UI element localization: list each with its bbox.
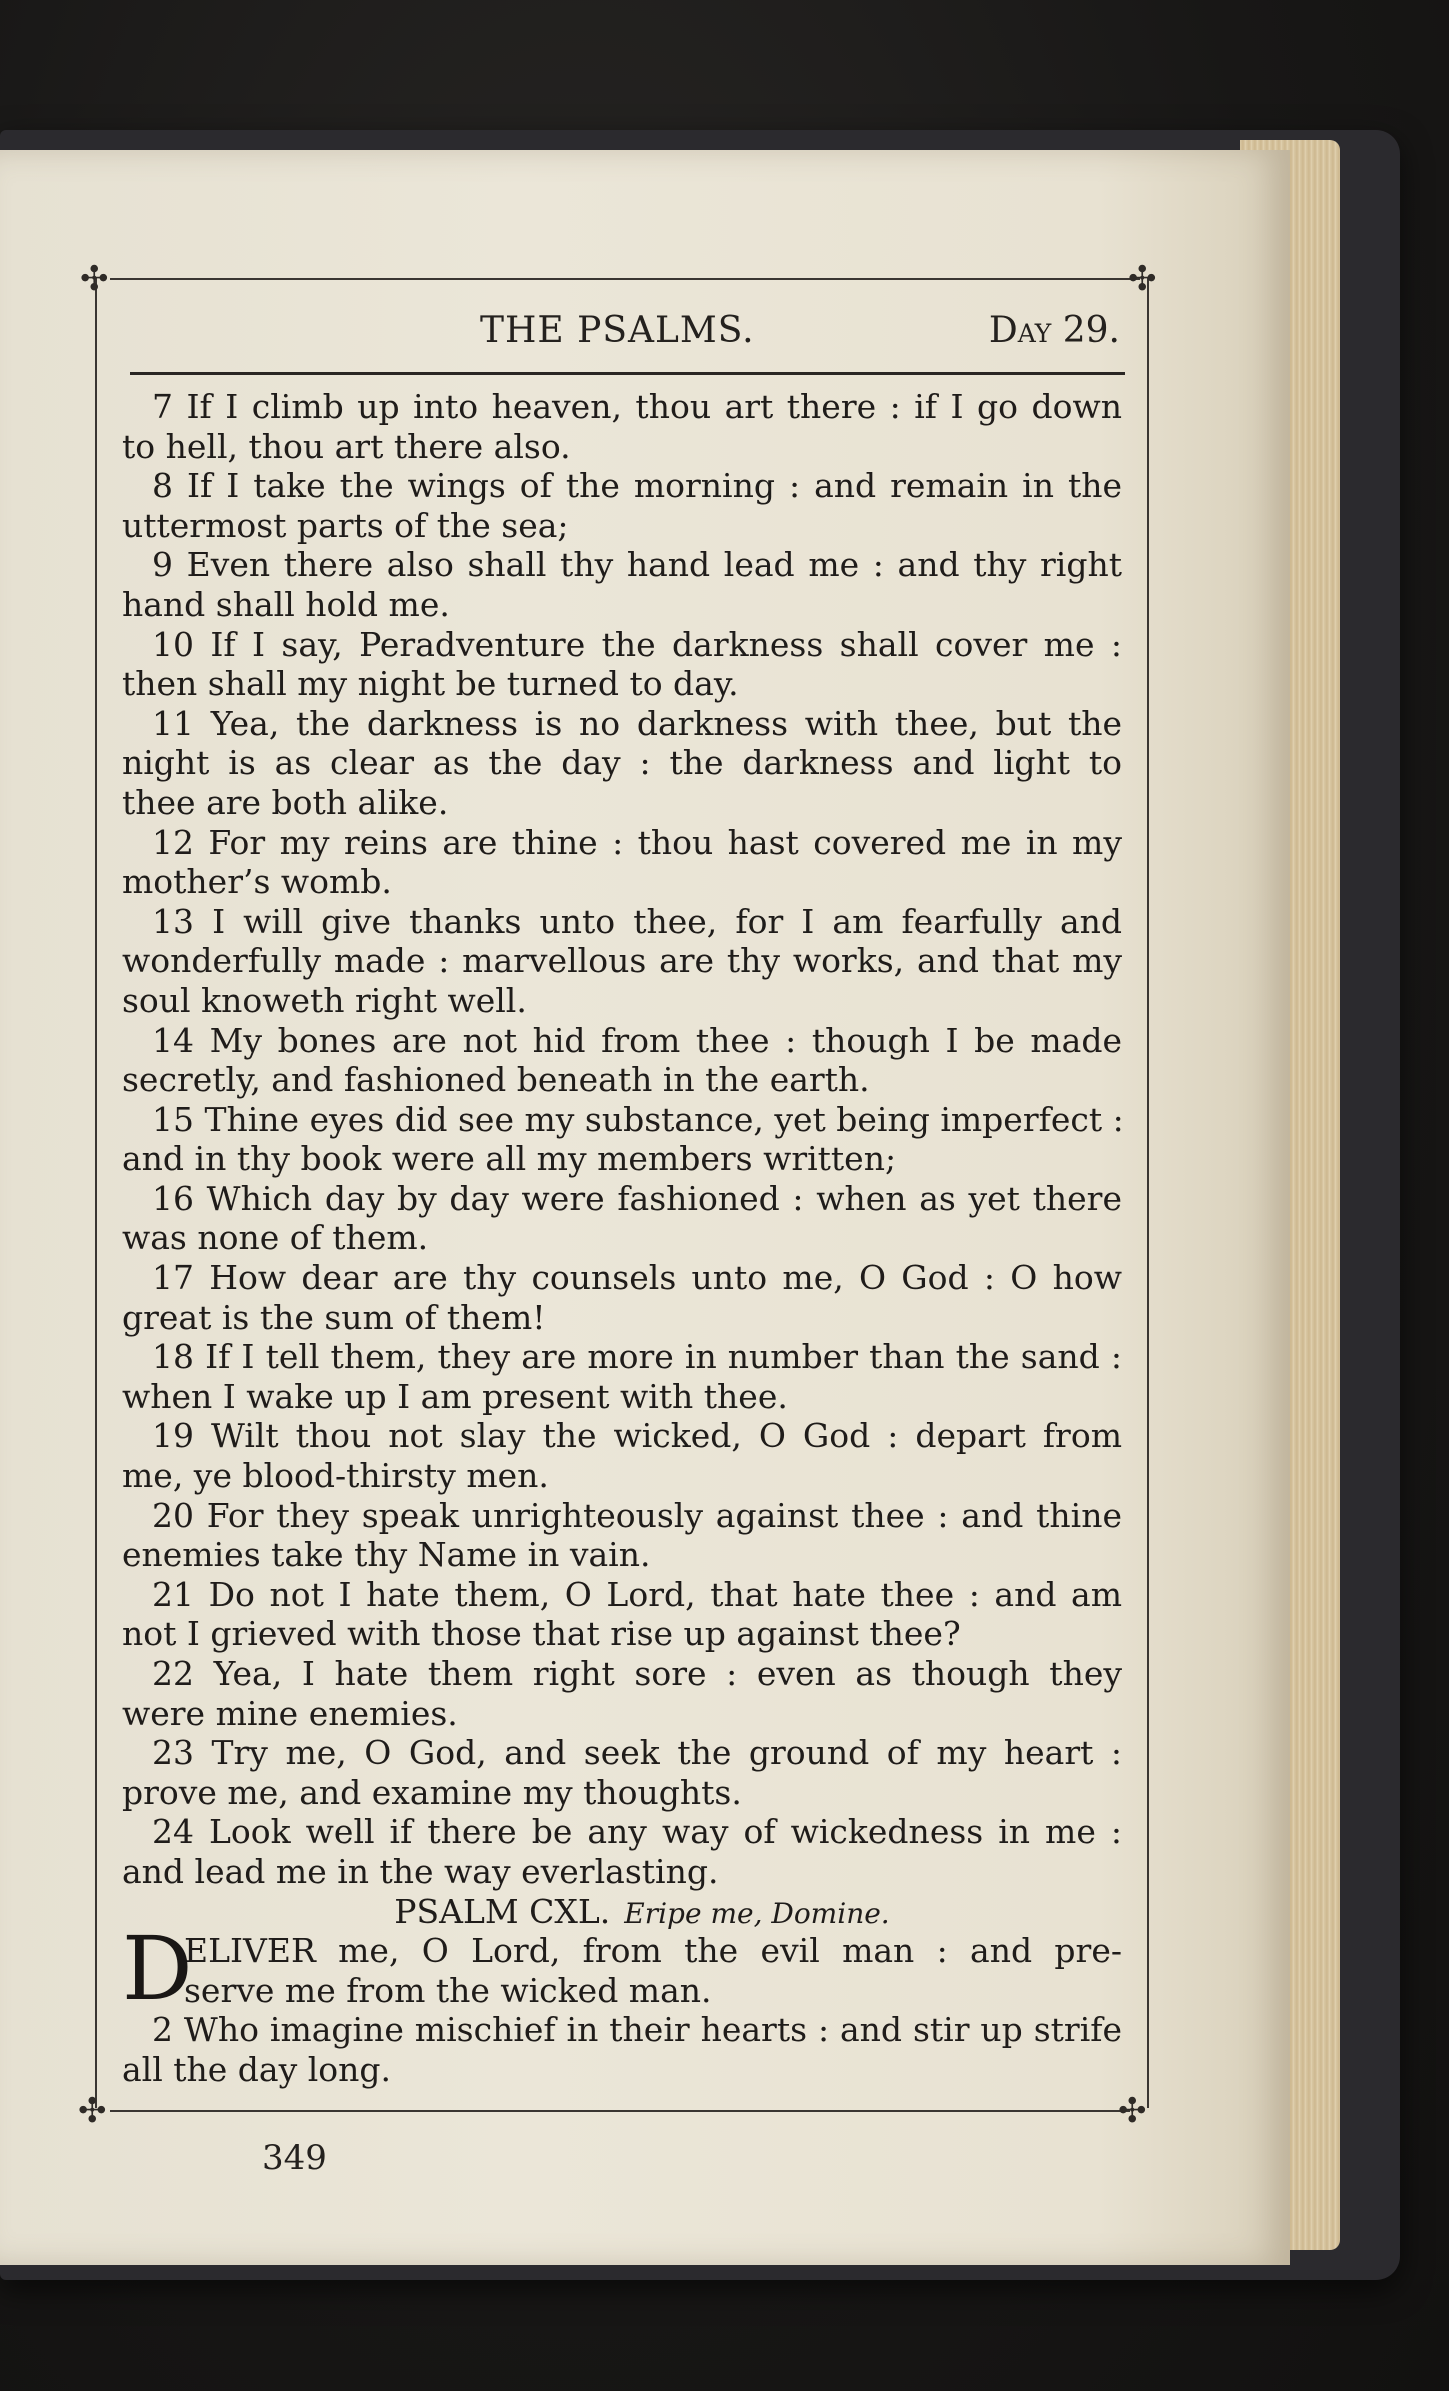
text-line: 17 How dear are thy counsels unto me, O God : O how — [152, 1258, 1122, 1298]
corner-ornament-icon: ✣ — [1118, 2091, 1147, 2131]
text-line: 16 Which day by day were fashioned : when as yet there — [152, 1178, 1122, 1218]
text-line: 7 If I climb up into heaven, thou art there : if I go down — [152, 387, 1122, 426]
text-line: 10 If I say, Peradventure the darkness shall cover me : — [152, 624, 1122, 664]
text-line: enemies take thy Name in vain. — [122, 1535, 651, 1575]
day-prefix: D — [988, 310, 1018, 351]
corner-ornament-icon: ✣ — [80, 259, 109, 299]
psalm-text — [122, 387, 1122, 2090]
day-label — [989, 310, 1120, 351]
text-line: ELIVER me, O Lord, from the evil man : and pre- — [184, 1931, 1122, 1971]
text-line: and in thy book were all my members written; — [122, 1139, 897, 1179]
text-line: 13 I will give thanks unto thee, for I am fearfully and — [152, 901, 1122, 941]
text-line: was none of them. — [122, 1218, 429, 1258]
corner-ornament-icon: ✣ — [1128, 259, 1157, 299]
day-number: 29. — [1062, 310, 1120, 351]
text-line: 11 Yea, the darkness is no darkness with thee, but the — [152, 703, 1122, 743]
text-line: 21 Do not I hate them, O Lord, that hate thee : and am — [152, 1574, 1122, 1614]
day-smallcaps: ay — [1017, 310, 1052, 351]
text-line: great is the sum of them! — [122, 1297, 546, 1337]
header-rule — [130, 372, 1125, 375]
text-line: to hell, thou art there also. — [122, 426, 571, 466]
text-line: prove me, and examine my thoughts. — [122, 1772, 742, 1812]
text-line: hand shall hold me. — [122, 584, 450, 624]
text-line: 20 For they speak unrighteously against thee : and thine — [152, 1495, 1122, 1535]
frame-bottom-rule — [110, 2110, 1130, 2112]
text-line: when I wake up I am present with thee. — [122, 1376, 788, 1416]
text-line: 9 Even there also shall thy hand lead me : and thy right — [152, 545, 1122, 585]
text-line: all the day long. — [122, 2049, 392, 2089]
psalm-latin-title: Eripe me, Domine. — [624, 1896, 890, 1930]
text-line: 22 Yea, I hate them right sore : even as though they — [152, 1654, 1122, 1693]
text-line: 8 If I take the wings of the morning : and remain in the — [152, 466, 1122, 506]
text-line: soul knoweth right well. — [122, 980, 527, 1020]
text-line: 2 Who imagine mischief in their hearts : and stir up strife — [152, 2010, 1122, 2050]
text-line: were mine enemies. — [122, 1693, 458, 1733]
text-line: not I grieved with those that rise up against thee? — [122, 1614, 961, 1654]
text-line: 12 For my reins are thine : thou hast covered me in my — [152, 822, 1122, 862]
text-line: and lead me in the way everlasting. — [122, 1851, 719, 1891]
text-line: night is as clear as the day : the darkness and light to — [122, 743, 1122, 783]
text-line: 24 Look well if there be any way of wickedness in me : — [152, 1812, 1122, 1852]
verses-block — [122, 387, 1122, 1892]
page-number: 349 — [262, 2138, 327, 2178]
text-line: 14 My bones are not hid from thee : though I be made — [152, 1020, 1122, 1060]
text-line: then shall my night be turned to day. — [122, 664, 739, 704]
text-line: wonderfully made : marvellous are thy works, and that my — [122, 941, 1122, 981]
text-line: secretly, and fashioned beneath in the earth. — [122, 1060, 870, 1100]
drop-cap: D — [122, 1917, 193, 2021]
corner-ornament-icon: ✣ — [78, 2091, 107, 2131]
text-line: mother’s womb. — [122, 862, 392, 902]
running-header — [130, 310, 1120, 358]
text-line: me, ye blood-thirsty men. — [122, 1456, 549, 1496]
text-line: 18 If I tell them, they are more in number than the sand : — [152, 1337, 1122, 1377]
text-line: thee are both alike. — [122, 782, 449, 822]
psalm-heading — [122, 1892, 1122, 1932]
psalm-140-opening — [122, 1917, 1122, 2021]
text-line: 15 Thine eyes did see my substance, yet being imperfect : — [152, 1099, 1124, 1139]
psalm-title: PSALM CXL. — [394, 1891, 611, 1931]
text-line: 23 Try me, O God, and seek the ground of my heart : — [152, 1733, 1122, 1773]
running-title: THE PSALMS. — [480, 310, 755, 351]
text-line: 19 Wilt thou not slay the wicked, O God : depart from — [152, 1416, 1122, 1456]
text-line: serve me from the wicked man. — [184, 1970, 712, 2010]
text-line: uttermost parts of the sea; — [122, 505, 569, 545]
